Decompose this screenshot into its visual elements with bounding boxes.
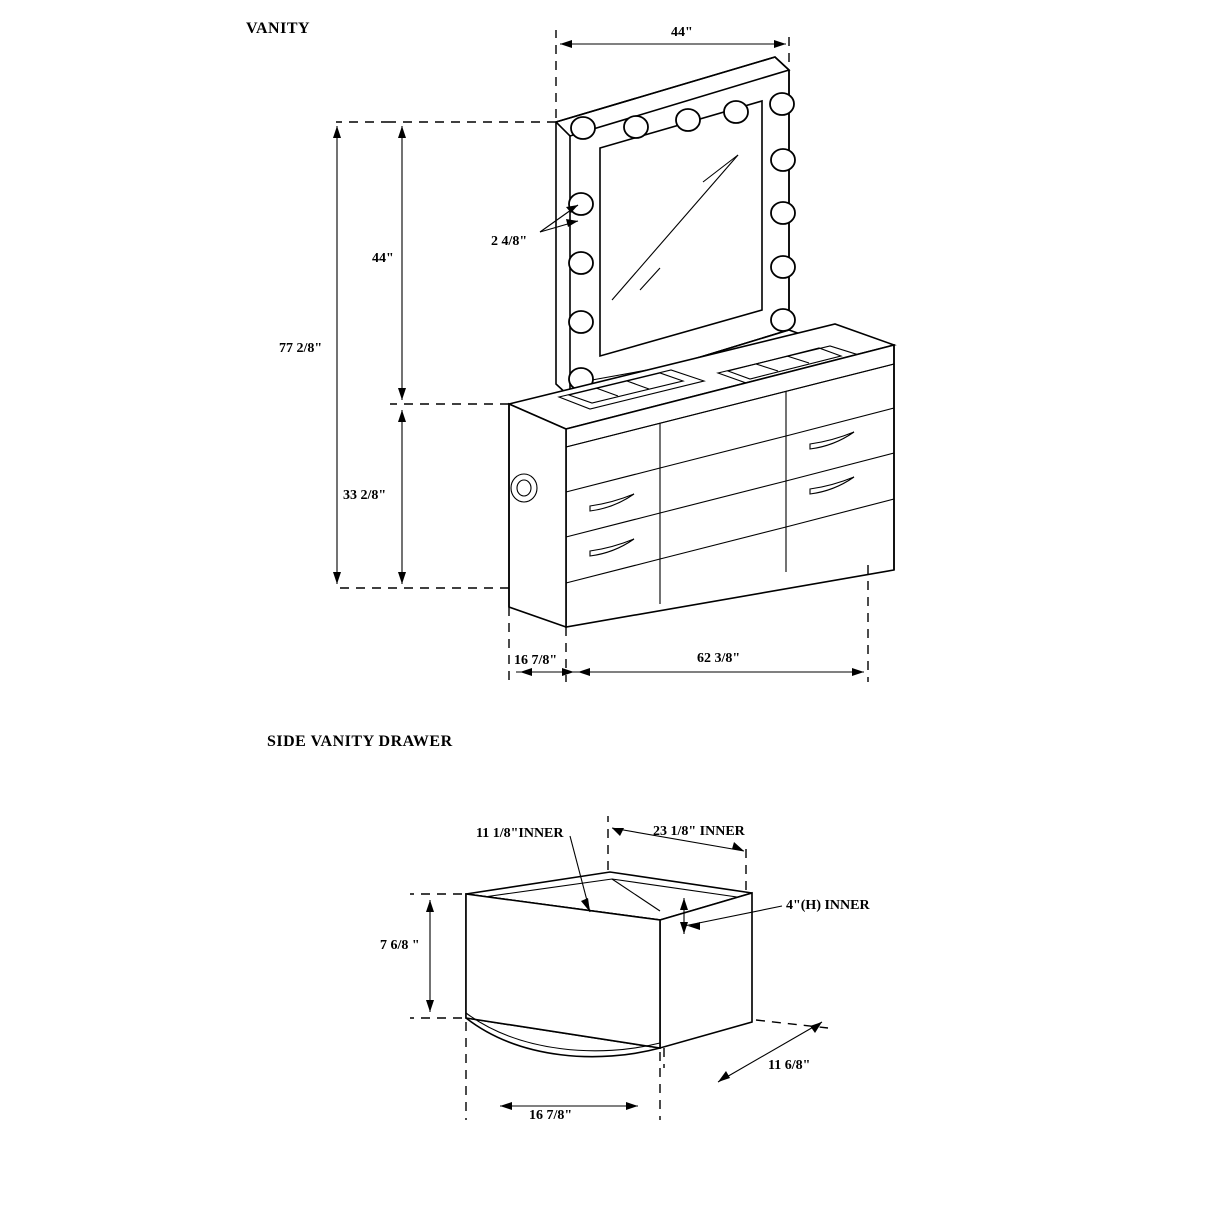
- dim-drawer-height: 7 6/8 ": [380, 938, 420, 953]
- dim-cabinet-width: 62 3/8": [697, 651, 741, 666]
- dim-bulb-spacing: 2 4/8": [491, 234, 528, 249]
- dim-inner-height: 4"(H) INNER: [786, 898, 870, 913]
- dim-inner-width-left: 11 1/8"INNER: [476, 826, 564, 841]
- side-vanity-drawer-title: SIDE VANITY DRAWER: [267, 733, 453, 750]
- dim-drawer-depth: 11 6/8": [768, 1058, 811, 1073]
- dim-total-height: 77 2/8": [279, 341, 323, 356]
- dim-drawer-width: 16 7/8": [529, 1108, 573, 1123]
- dim-mirror-width: 44": [671, 25, 693, 40]
- dim-cabinet-depth: 16 7/8": [514, 653, 558, 668]
- dim-mirror-height: 44": [372, 251, 394, 266]
- dim-inner-width-right: 23 1/8" INNER: [653, 824, 745, 839]
- dim-cabinet-height: 33 2/8": [343, 488, 387, 503]
- vanity-title: VANITY: [246, 20, 311, 37]
